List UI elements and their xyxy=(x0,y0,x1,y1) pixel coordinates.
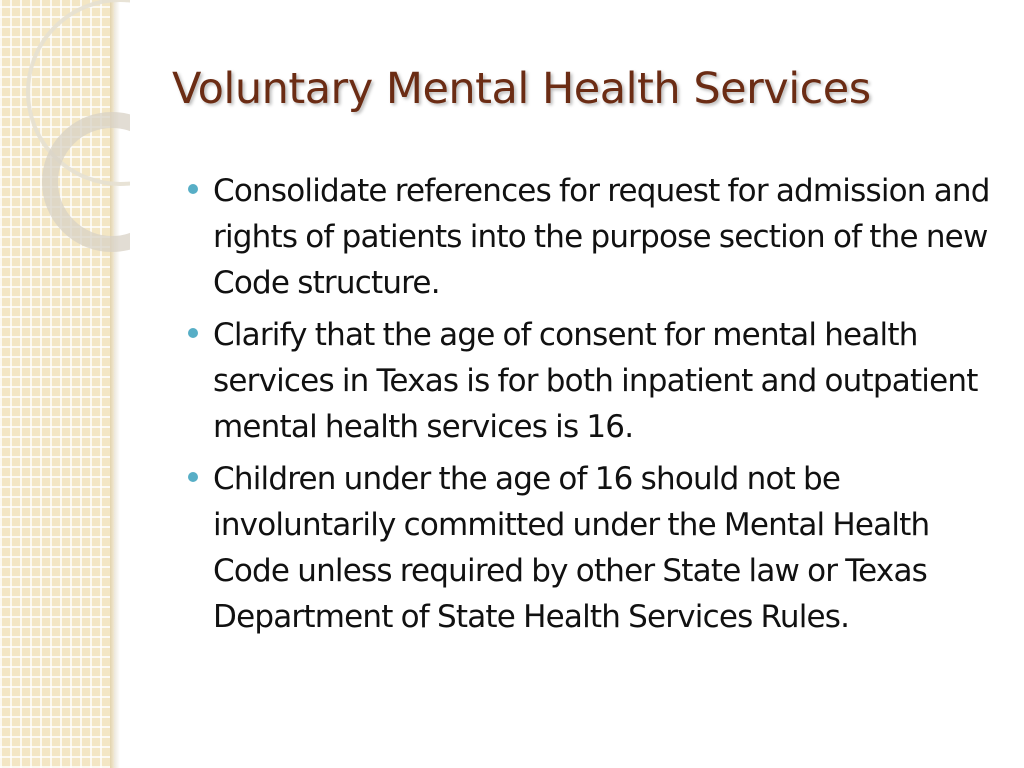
bullet-text: Clarify that the age of consent for mental health services in Texas is for both inpatient and outpatient mental health services is 16. xyxy=(213,317,978,445)
circle-bullet-icon xyxy=(188,472,198,482)
bullet-item xyxy=(186,168,994,306)
decorative-ring-large xyxy=(28,0,130,184)
bullet-text: Children under the age of 16 should not be involuntarily committed under the Mental Health Code unless required by other State law or Texas Department of State Health Services Rules. xyxy=(213,461,930,635)
bullet-item xyxy=(186,456,994,640)
bullet-list xyxy=(186,168,994,646)
slide-title: Voluntary Mental Health Services xyxy=(172,64,871,114)
bullet-item xyxy=(186,312,994,450)
bullet-text: Consolidate references for request for admission and rights of patients into the purpose section of the new Code structure. xyxy=(213,173,990,301)
circle-bullet-icon xyxy=(188,328,198,338)
circle-bullet-icon xyxy=(188,184,198,194)
decorative-circles-graphic xyxy=(0,0,130,260)
